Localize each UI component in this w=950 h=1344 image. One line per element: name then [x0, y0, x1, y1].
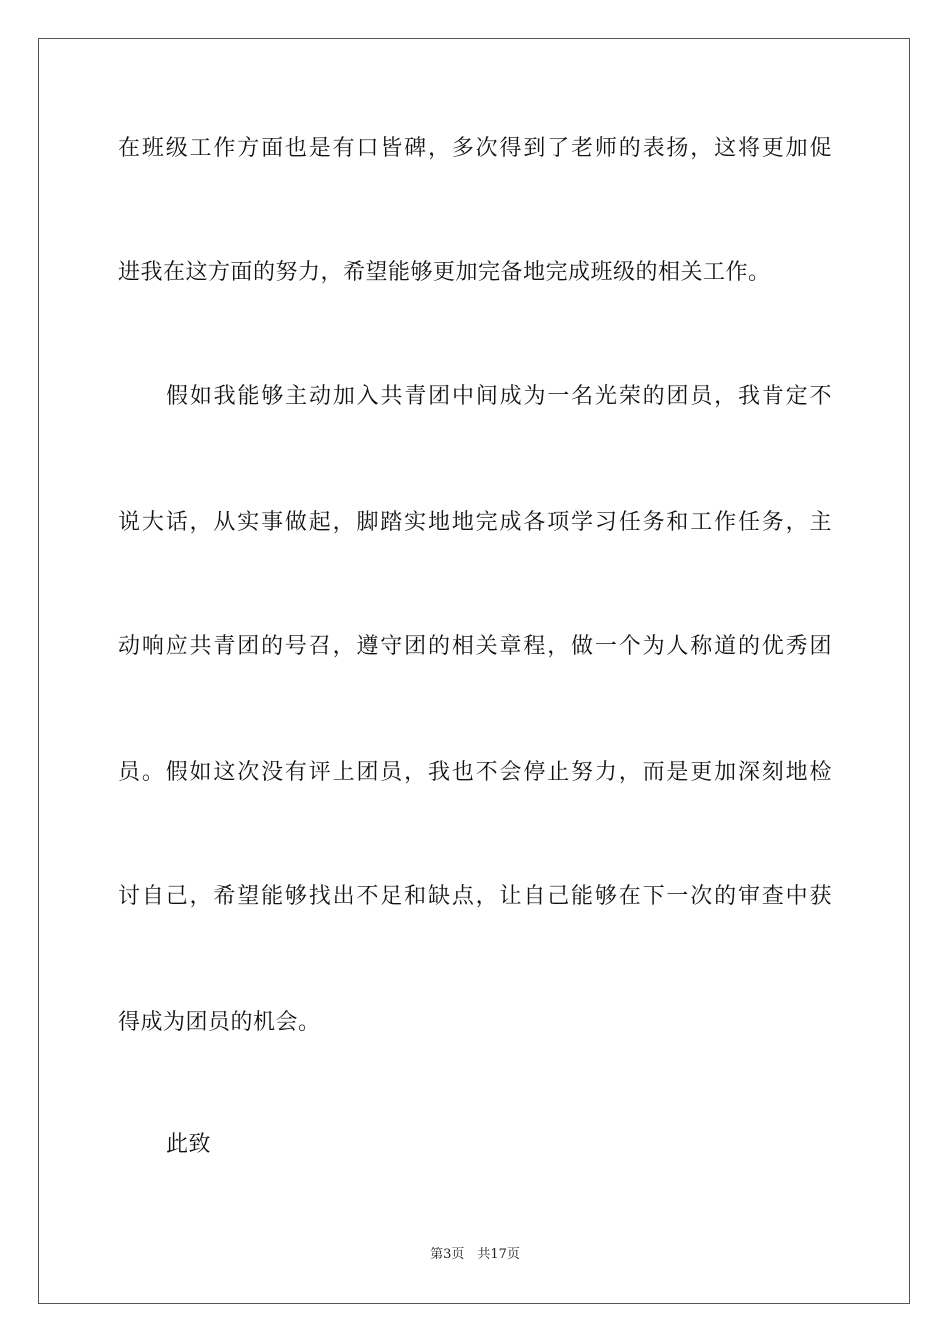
paragraph-line-4: 说大话，从实事做起，脚踏实地地完成各项学习任务和工作任务，主	[118, 510, 832, 535]
paragraph-line-8: 得成为团员的机会。	[118, 1010, 321, 1035]
closing-salutation: 此致	[166, 1132, 212, 1157]
paragraph-line-7: 讨自己，希望能够找出不足和缺点，让自己能够在下一次的审查中获	[118, 884, 832, 909]
page-border	[38, 38, 910, 1304]
paragraph-line-1: 在班级工作方面也是有口皆碑，多次得到了老师的表扬，这将更加促	[118, 136, 832, 161]
paragraph-line-5: 动响应共青团的号召，遵守团的相关章程，做一个为人称道的优秀团	[118, 634, 832, 659]
page-number-footer: 第3页 共17页	[430, 1247, 520, 1262]
paragraph-line-6: 员。假如这次没有评上团员，我也不会停止努力，而是更加深刻地检	[118, 760, 832, 785]
paragraph-line-3: 假如我能够主动加入共青团中间成为一名光荣的团员，我肯定不	[166, 384, 832, 409]
paragraph-line-2: 进我在这方面的努力，希望能够更加完备地完成班级的相关工作。	[118, 260, 771, 285]
